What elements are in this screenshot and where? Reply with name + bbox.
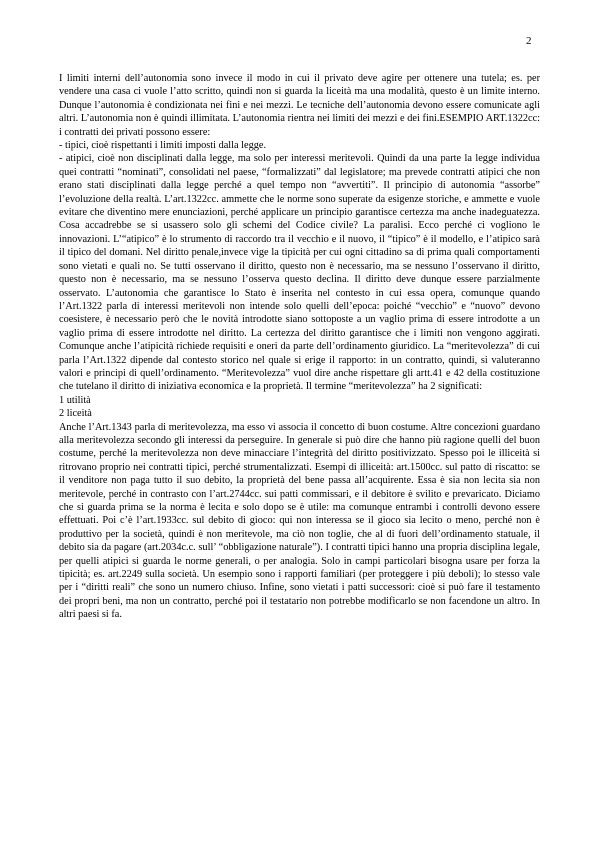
paragraph-atipici: - atipici, cioè non disciplinati dalla legge, ma solo per interessi meritevoli. Quindi da una parte la legge individua quei contratti “nominati”, consolidati nel paese, “formalizzati” dal legislatore; ma prevede contratti atipici che non erano stati disciplinati dalla legge perché a quel tempo non “avvertiti”. Il principio di autonomia “assorbe” l’evoluzione della realtà. L’art.1322cc. ammette che le norme sono superate da esigenze storiche, e ammette e vuole evitare che diventino mere enunciazioni, perché applicare un principio garantisce certezza ma anche inadeguatezza. Cosa accadrebbe se si usassero solo gli schemi del Codice civile? La paralisi. Ecco perché ci vogliono le innovazioni. L’“atipico” è lo strumento di raccordo tra il vecchio e il nuovo, il “tipico” è il modello, e l’atipico sarà il tipico del domani. Nel diritto penale,invece vige la tipicità per cui ogni cittadino sa di prima quali comportamenti sono vietati e quali no. Se tutti osservano il diritto, questo non è necessario, ma se nessuno l’osservano il diritto, questo non è necessario, ma se nessuno l’osserva questo declina. Il diritto deve dunque essere parzialmente osservato. L’autonomia che garantisce lo Stato è inserita nel contesto in cui essa opera, comunque quando l’Art.1322 parla di interessi meritevoli non intende solo quelli dell’epoca: poiché “vecchio” e “nuovo” devono coesistere, è necessario però che le novità introdotte siano sottoposte a un vaglio prima di essere introdotte a un vaglio prima di essere introdotte nel diritto. La certezza del diritto garantisce che i limiti non vengono aggirati. Comunque anche l’atipicità richiede requisiti e oneri da parte dell’ordinamento giuridico. La “meritevolezza” di cui parla l’Art.1322 dipende dal contesto storico nel quale si erige il rapporto: in un contratto, quindi, si valuteranno valori e principi di quell’ordinamento. “Meritevolezza” vuol dire anche rispettare gli artt.41 e 42 della costituzione che tutelano il diritto di iniziativa economica e la proprietà. Il termine “meritevolezza” ha 2 significati: xyxy=(59,153,540,393)
list-item-utilita: 1 utilità xyxy=(59,394,91,406)
page-number: 2 xyxy=(526,35,532,47)
paragraph-limiti-interni: I limiti interni dell’autonomia sono invece il modo in cui il privato deve agire per ottenere una tutela; es. per vendere una casa ci vuole l’atto scritto, quindi non si guarda la liceità ma una modalità, questo è un limite interno. Dunque l’autonomia è condizionata nei fini e nei mezzi. Le tecniche dell’autonomia devono essere comunicate agli altri. L’autonomia non è quindi illimitata. L’autonomia rientra nei limiti dei mezzi e dei fini.ESEMPIO ART.1322cc: i contratti dei privati possono essere: xyxy=(59,73,540,138)
body-text xyxy=(59,72,540,622)
paragraph-meritevolezza: Anche l’Art.1343 parla di meritevolezza, ma esso vi associa il concetto di buon costume. Altre concezioni guardano alla meritevolezza secondo gli interessi da perseguire. In generale si può dire che hanno più ragione quelli del buon costume, perché la meritevolezza non deve minacciare l’integrità del diritto positivizzato. Spesso poi le illiceità si ritrovano proprio nei contratti tipici, perché strumentalizzati. Esempi di illiceità: art.1500cc. sul patto di riscatto: se il venditore non paga tutto il suo debito, la proprietà del bene passa all’acquirente. Essa è sia non lecita sia non meritevole, perché in contrasto con l’art.2744cc. sui patti commissari, e il debitore è svilito e prevaricato. Diciamo che si guarda prima se la norma è lecita e solo dopo se è utile: ma comunque entrambi i controlli devono essere effettuati. Poi c’è l’art.1933cc. sul debito di gioco: qui non interessa se il gioco sia lecito o meno, perché non è produttivo per la società, quindi è non meritevole, ma ciò non toglie, che al di fuori dell’ordinamento statuale, il debito sia da pagare (art.2034c.c. sull’ “obbligazione naturale”). I contratti tipici hanno una propria disciplina legale, per quelli atipici si guarda le norme generali, o per analogia. Solo in campi particolari bisogna usare per forza la tipicità; es. art.2249 sulla società. Un esempio sono i rapporti familiari (per proteggere i più deboli); lo stesso vale per i “diritti reali” che sono un numero chiuso. Infine, sono vietati i patti successori: cioè si può fare il testamento dei propri beni, ma non un contratto, perché poi il testatario non potrebbe modificarlo se non facendone un altro. In altri paesi si fa. xyxy=(59,421,540,621)
paragraph-tipici: - tipici, cioè rispettanti i limiti imposti dalla legge. xyxy=(59,140,267,152)
list-item-liceita: 2 liceità xyxy=(59,408,92,420)
